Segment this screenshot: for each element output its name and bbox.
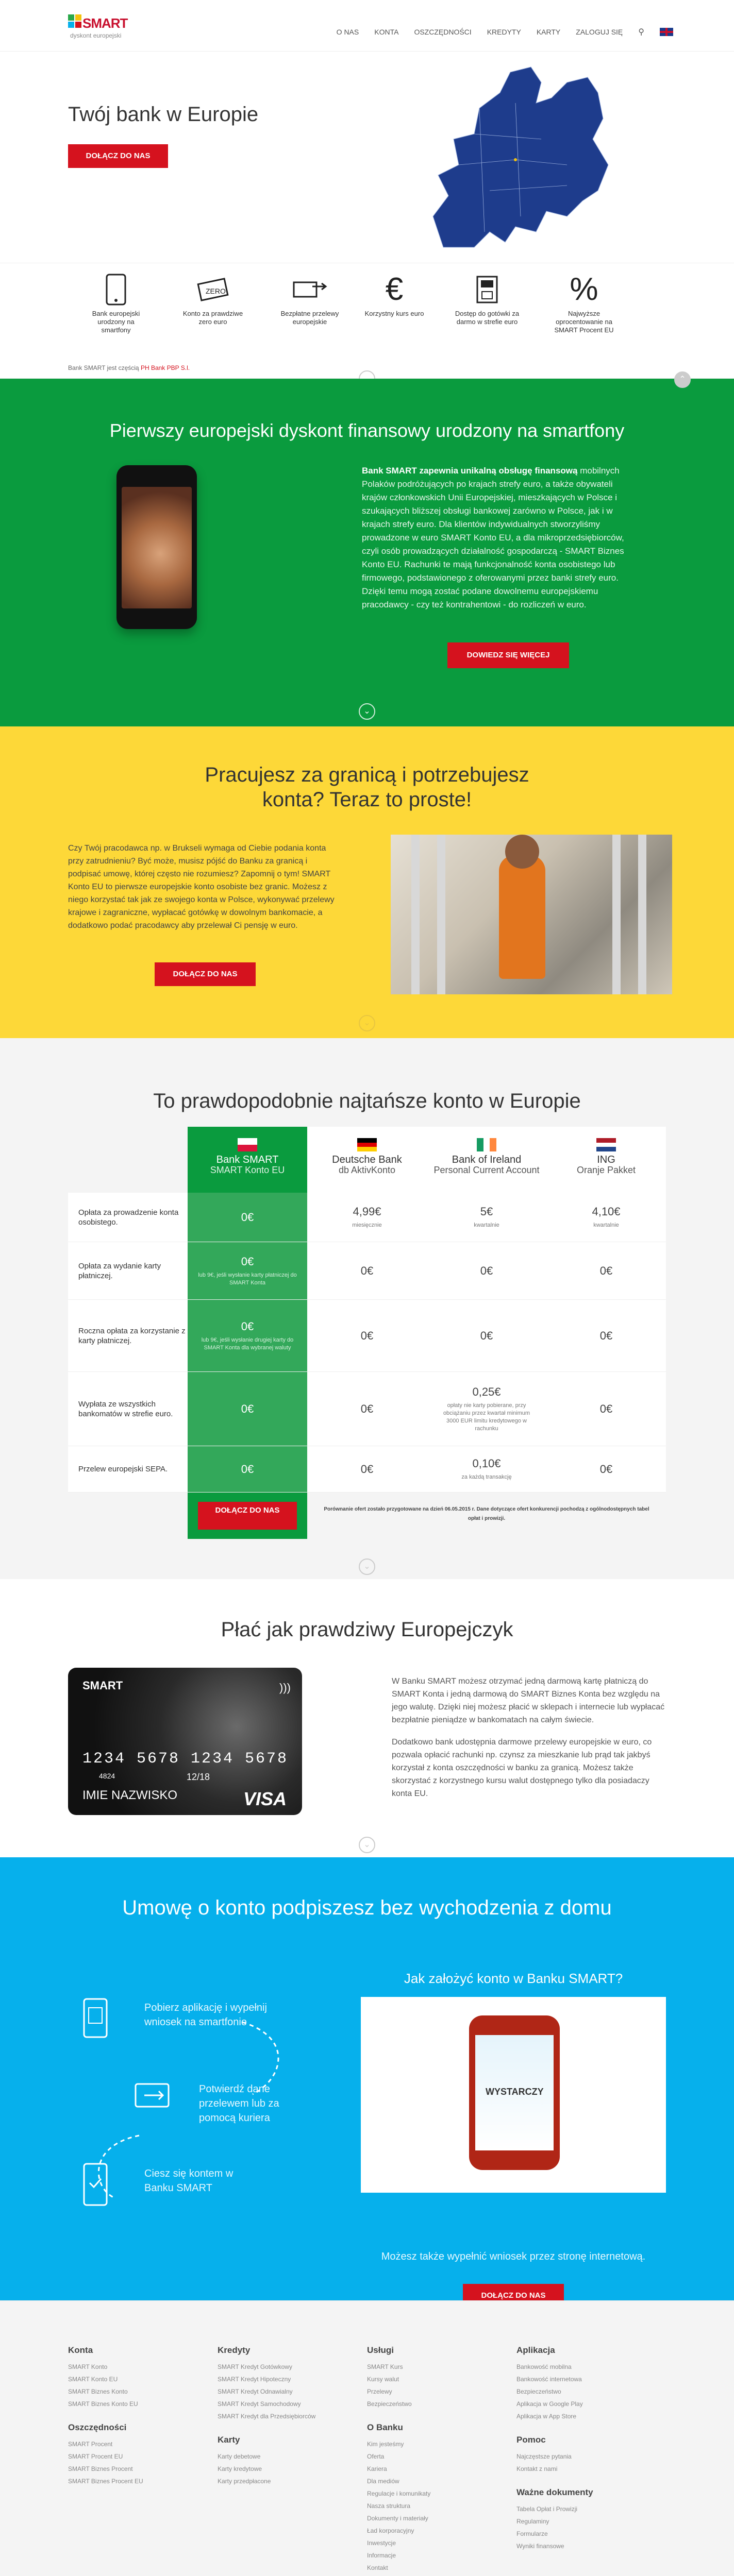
- footer-link[interactable]: Karty debetowe: [218, 2453, 261, 2460]
- footer-link[interactable]: SMART Kredyt Odnawialny: [218, 2388, 293, 2395]
- card-logo: SMART: [82, 1679, 123, 1692]
- row-label: Opłata za wydanie karty płatniczej.: [78, 1261, 161, 1280]
- table-row: [68, 1300, 666, 1372]
- footer-group: [68, 2422, 202, 2487]
- footer-link[interactable]: SMART Konto EU: [68, 2376, 118, 2383]
- row-cell: 0€: [599, 1402, 613, 1415]
- footer-group: [367, 2422, 501, 2576]
- card-text: [392, 1675, 667, 1809]
- row-cell: 0€ lub 9€, jeśli wysłanie drugiej karty do SMART Konta dla wybranej waluty: [188, 1300, 307, 1371]
- hero-join-button[interactable]: DOŁĄCZ DO NAS: [68, 144, 168, 168]
- row-cell: 4,99€ miesięcznie: [352, 1205, 382, 1228]
- compare-join-button[interactable]: DOŁĄCZ DO NAS: [198, 1502, 297, 1530]
- logo-subtitle: dyskont europejski: [70, 32, 122, 39]
- footer-heading[interactable]: Usługi: [367, 2345, 394, 2355]
- smartphone-icon: [82, 1997, 108, 2039]
- smartphone-icon: [82, 269, 149, 310]
- site-header: [0, 0, 734, 52]
- row-cell: 0,10€ za każdą transakcję: [461, 1457, 512, 1480]
- table-row: [68, 1446, 666, 1493]
- video-player[interactable]: [361, 1997, 666, 2193]
- step-2: [134, 2080, 351, 2124]
- footer-link[interactable]: SMART Procent EU: [68, 2453, 123, 2460]
- footer-link[interactable]: SMART Kredyt Hipoteczny: [218, 2376, 291, 2383]
- footer-link[interactable]: Kontakt z nami: [516, 2465, 558, 2472]
- scroll-down-icon[interactable]: ⌄: [359, 703, 375, 720]
- table-header: [68, 1127, 666, 1193]
- footer-link[interactable]: Karty kredytowe: [218, 2465, 262, 2472]
- card-section: [0, 1579, 734, 1857]
- footer-group: [367, 2345, 501, 2410]
- blue-title: Umowę o konto podpiszesz bez wychodzenia z domu: [122, 1896, 612, 1919]
- ireland-flag-icon: [477, 1138, 496, 1151]
- bank-name: Bank of Ireland: [452, 1154, 522, 1165]
- row-cell: 0,25€ opłaty nie karty pobierane, przy obciążaniu przez kwartał minimum 3000 EUR limitu kredytowego w rachunku: [443, 1385, 530, 1432]
- bank-product: Personal Current Account: [433, 1165, 540, 1175]
- footer-heading[interactable]: Kredyty: [218, 2345, 251, 2355]
- footer-heading[interactable]: Pomoc: [516, 2435, 546, 2445]
- footer-group: [516, 2345, 650, 2422]
- footer-link[interactable]: Dokumenty i materiały: [367, 2515, 428, 2522]
- germany-flag-icon: [357, 1138, 377, 1151]
- row-cell: 0€: [360, 1264, 374, 1277]
- footer-link[interactable]: SMART Konto: [68, 2363, 108, 2370]
- green-text: [362, 464, 630, 612]
- row-cell: 0€: [599, 1462, 613, 1476]
- features-strip: [0, 263, 734, 379]
- green-section: [0, 375, 734, 726]
- bank-name: Bank SMART: [216, 1154, 279, 1165]
- feature-label: Bank europejski urodzony na smartfony: [92, 310, 140, 334]
- transfer-icon: [276, 269, 343, 310]
- group-note: [68, 364, 190, 371]
- poland-flag-icon: [238, 1138, 257, 1151]
- search-icon[interactable]: ⚲: [638, 28, 644, 37]
- step-label: Pobierz aplikację i wypełnij wniosek na smartfonie: [144, 2002, 267, 2028]
- footer-link[interactable]: Regulacje i komunikaty: [367, 2490, 431, 2497]
- blue-section: [0, 1857, 734, 2300]
- footer-group: [218, 2345, 352, 2422]
- feature-label: Korzystny kurs euro: [364, 310, 424, 317]
- scroll-down-icon[interactable]: ⌄: [359, 1015, 375, 1031]
- footer-link[interactable]: Kontakt: [367, 2564, 388, 2571]
- footer-heading[interactable]: Oszczędności: [68, 2422, 127, 2432]
- nav-karty[interactable]: KARTY: [536, 28, 561, 36]
- table-row: [68, 1242, 666, 1300]
- footer-heading[interactable]: Aplikacja: [516, 2345, 555, 2355]
- footer-link[interactable]: Kursy walut: [367, 2376, 399, 2383]
- feature-item: [276, 269, 343, 326]
- web-form-note: Możesz także wypełnić wniosek przez stronę internetową.: [381, 2251, 646, 2262]
- footer-link[interactable]: Dla mediów: [367, 2478, 399, 2485]
- footer-heading[interactable]: Ważne dokumenty: [516, 2487, 593, 2497]
- logo-text: SMART: [82, 15, 128, 31]
- yellow-title: Pracujesz za granicą i potrzebujesz konta? Teraz to proste!: [205, 764, 529, 811]
- footer-link[interactable]: Bankowość mobilna: [516, 2363, 572, 2370]
- row-cell: 0€: [188, 1446, 307, 1492]
- column-bank-smart: [188, 1127, 307, 1193]
- comparison-footnote: Porównanie ofert zostało przygotowane na dzień 06.05.2015 r. Dane dotyczące ofert konkurencji pochodzą z ogólnodostępnych tabel opłat i prowizji.: [324, 1506, 649, 1521]
- card-sub-number: 4824: [99, 1772, 115, 1780]
- feature-label: Najwyższe oprocentowanie na SMART Procent EU: [554, 310, 614, 334]
- footer-link[interactable]: SMART Procent: [68, 2441, 113, 2448]
- table-footer: [68, 1493, 666, 1539]
- nav-konta[interactable]: KONTA: [374, 28, 399, 36]
- row-cell: 0€ lub 9€, jeśli wysłanie karty płatniczej do SMART Konta: [188, 1242, 307, 1299]
- feature-label: Bezpłatne przelewy europejskie: [280, 310, 339, 326]
- row-cell: 0€: [360, 1329, 374, 1342]
- row-cell: 0€: [188, 1372, 307, 1446]
- row-cell: 0€: [480, 1329, 493, 1342]
- footer-group: [218, 2435, 352, 2487]
- card-paragraph: Dodatkowo bank udostępnia darmowe przelewy europejskie w euro, co pozwala opłacić rachunki np. czynsz za mieszkanie lub prąd tak jakbyś korzystał z konta oszczędności w banku za granicą. Możesz także skorzystać z korzystnego kursu walut dostępnego tylko dla posiadaczy konta EU.: [392, 1738, 652, 1798]
- feature-item: [454, 269, 521, 326]
- green-body: mobilnych Polaków podróżujących po krajach strefy euro, a także obywateli krajów członkowskich Unii Europejskiej, mieszkających w Polsce i szukających bliższej obsługi bankowej zarówno w Polsce, jak i w krajach strefy euro. Dla klientów indywidualnych stworzyliśmy prowadzone w euro SMART Konto EU, a dla mikroprzedsiębiorców, czyli osób prowadzących działalność gospodarczą - SMART Biznes Konto EU. Rachunki te mają funkcjonalność konta osobistego lub firmowego, podstawionego z oferowanymi przez banki strefy euro. Dzięki temu mogą zostać podane dowolnemu europejskiemu pracodawcy - czy też kontrahentowi - do rozliczeń w euro.: [362, 466, 624, 609]
- blue-join-button[interactable]: DOŁĄCZ DO NAS: [463, 2284, 564, 2308]
- footer-link[interactable]: Wyniki finansowe: [516, 2543, 564, 2550]
- footer-link[interactable]: Karty przedpłacone: [218, 2478, 271, 2485]
- footer-group: [516, 2487, 650, 2552]
- bank-product: Oranje Pakket: [576, 1165, 636, 1175]
- card-number: 1234 5678 1234 5678: [82, 1750, 289, 1768]
- footer-link[interactable]: SMART Biznes Procent: [68, 2465, 133, 2472]
- feature-item: [82, 269, 149, 334]
- nav-kredyty[interactable]: KREDYTY: [487, 28, 521, 36]
- feature-item: [550, 269, 618, 334]
- feature-item: [361, 269, 428, 318]
- step-3: [82, 2162, 299, 2209]
- footer-link[interactable]: Bezpieczeństwo: [367, 2400, 412, 2408]
- footer-column: [218, 2345, 352, 2500]
- nav-oszczednosci[interactable]: OSZCZĘDNOŚCI: [414, 28, 472, 36]
- yellow-join-button[interactable]: DOŁĄCZ DO NAS: [155, 962, 256, 986]
- visa-logo: VISA: [243, 1788, 287, 1809]
- scroll-down-icon[interactable]: ⌄: [359, 1558, 375, 1575]
- bank-product: db AktivKonto: [338, 1165, 396, 1175]
- row-cell: 4,10€ kwartalnie: [592, 1205, 621, 1228]
- svg-text:ZERO: ZERO: [206, 287, 226, 295]
- card-title: Płać jak prawdziwy Europejczyk: [221, 1618, 513, 1641]
- footer-link[interactable]: Kariera: [367, 2465, 387, 2472]
- table-row: [68, 1193, 666, 1242]
- logo-mark-icon: [68, 14, 81, 28]
- footer-column: [516, 2345, 650, 2565]
- scroll-up-icon[interactable]: ⌃: [674, 371, 691, 388]
- footer-link[interactable]: [367, 2574, 501, 2576]
- yellow-section: [0, 726, 734, 1038]
- yellow-body: Czy Twój pracodawca np. w Brukseli wymaga od Ciebie podania konta przy zatrudnieniu? Być może, musisz pójść do Banku za granicą i podpisać umowę, której często nie rozumiesz? Zapomnij o tym! SMART Konto EU to pierwsze europejskie konto osobiste bez granic. Możesz z niego korzystać tak jak ze swojego konta w Polsce, wykonywać przelewy krajowe i zagraniczne, wypłacać gotówkę w dowolnym bankomacie, a dodatkowo podać pracodawcy aby przelewał Ci pensję w euro.: [68, 844, 335, 930]
- site-footer: [0, 2300, 734, 2576]
- footer-link[interactable]: Bezpieczeństwo: [516, 2388, 561, 2395]
- zero-icon: [179, 269, 246, 310]
- feature-label: Konto za prawdziwe zero euro: [182, 310, 243, 326]
- table-row: [68, 1372, 666, 1446]
- language-uk-flag-icon[interactable]: [660, 28, 673, 36]
- row-cell: 5€ kwartalnie: [474, 1205, 499, 1228]
- footer-heading[interactable]: Karty: [218, 2435, 240, 2445]
- atm-icon: [454, 269, 521, 310]
- how-to-title: Jak założyć konto w Banku SMART?: [404, 1971, 623, 1986]
- card-expiry: 12/18: [187, 1772, 210, 1782]
- row-cell: 0€: [480, 1264, 493, 1277]
- footer-link[interactable]: Inwestycje: [367, 2539, 396, 2547]
- row-label: Przelew europejski SEPA.: [78, 1465, 168, 1473]
- footer-link[interactable]: Regulaminy: [516, 2518, 549, 2525]
- green-title: Pierwszy europejski dyskont finansowy urodzony na smartfony: [109, 420, 625, 441]
- row-cell: 0€: [599, 1329, 613, 1342]
- footer-link[interactable]: SMART Biznes Konto EU: [68, 2400, 138, 2408]
- footer-link[interactable]: Ład korporacyjny: [367, 2527, 414, 2534]
- euro-icon: €: [385, 272, 404, 307]
- footer-link[interactable]: Aplikacja w Google Play: [516, 2400, 583, 2408]
- bank-name: ING: [597, 1154, 615, 1165]
- footer-link[interactable]: Tabela Opłat i Prowizji: [516, 2505, 578, 2513]
- footer-link[interactable]: Informacje: [367, 2552, 396, 2559]
- group-note-prefix: Bank SMART jest częścią: [68, 364, 139, 371]
- footer-link[interactable]: Kim jesteśmy: [367, 2441, 404, 2448]
- logo[interactable]: [68, 14, 128, 40]
- feature-label: Dostęp do gotówki za darmo w strefie euro: [455, 310, 520, 326]
- footer-link[interactable]: Aplikacja w App Store: [516, 2413, 577, 2420]
- row-cell: 0€: [360, 1462, 374, 1476]
- row-label: Roczna opłata za korzystanie z karty płatniczej.: [78, 1326, 186, 1345]
- column-deutsche-bank: [307, 1127, 427, 1193]
- row-label: Opłata za prowadzenie konta osobistego.: [78, 1208, 179, 1227]
- step-1: [82, 1997, 320, 2039]
- footer-column: [367, 2345, 501, 2576]
- footer-link[interactable]: SMART Kurs: [367, 2363, 403, 2370]
- bank-product: SMART Konto EU: [210, 1165, 285, 1175]
- footer-link[interactable]: SMART Kredyt Samochodowy: [218, 2400, 301, 2408]
- nav-login[interactable]: ZALOGUJ SIĘ: [576, 28, 623, 36]
- learn-more-button[interactable]: DOWIEDZ SIĘ WIĘCEJ: [447, 642, 569, 668]
- card-paragraph: W Banku SMART możesz otrzymać jedną darmową kartę płatniczą do SMART Konta i jedną darmową do SMART Biznes Konta bez względu na jego walutę. Dzięki niej możesz płacić w sklepach i internecie lub wypłacać bezpłatnie pieniądze w bankomatach na całym świecie.: [392, 1677, 665, 1724]
- footer-link[interactable]: Najczęstsze pytania: [516, 2453, 572, 2460]
- main-nav: [337, 27, 673, 37]
- hero-title: Twój bank w Europie: [68, 103, 259, 126]
- nav-o-nas[interactable]: O NAS: [336, 28, 359, 36]
- europe-map-icon: [412, 62, 613, 258]
- green-lead: Bank SMART zapewnia unikalną obsługę finansową: [362, 466, 578, 476]
- step-label: Ciesz się kontem w Banku SMART: [144, 2168, 233, 2194]
- footer-column: [68, 2345, 202, 2500]
- bank-name: Deutsche Bank: [332, 1154, 402, 1165]
- card-holder-name: IMIE NAZWISKO: [82, 1788, 178, 1802]
- comparison-title: To prawdopodobnie najtańsze konto w Europie: [153, 1090, 581, 1112]
- footer-link[interactable]: SMART Biznes Konto: [68, 2388, 128, 2395]
- netherlands-flag-icon: [596, 1138, 616, 1151]
- footer-link[interactable]: SMART Biznes Procent EU: [68, 2478, 143, 2485]
- footer-link[interactable]: Bankowość internetowa: [516, 2376, 582, 2383]
- transfer-icon: [134, 2080, 175, 2111]
- row-label: Wypłata ze wszystkich bankomatów w strefie euro.: [78, 1399, 173, 1418]
- row-cell: 0€: [599, 1264, 613, 1277]
- footer-link[interactable]: Oferta: [367, 2453, 385, 2460]
- tablet-icon: [82, 2162, 108, 2207]
- group-note-link[interactable]: PH Bank PBP S.l.: [140, 364, 190, 371]
- row-cell: 0€: [360, 1402, 374, 1415]
- video-word: WYSTARCZY: [486, 2087, 544, 2097]
- footer-group: [516, 2435, 650, 2475]
- footer-link[interactable]: SMART Kredyt Gotówkowy: [218, 2363, 292, 2370]
- smartphone-image: [116, 465, 197, 629]
- hero-section: [0, 52, 734, 263]
- feature-item: [179, 269, 246, 326]
- column-bank-of-ireland: [427, 1127, 546, 1193]
- footer-heading[interactable]: O Banku: [367, 2422, 403, 2432]
- payment-card-image: [68, 1668, 302, 1815]
- footer-heading[interactable]: Konta: [68, 2345, 93, 2355]
- comparison-table: [68, 1127, 666, 1539]
- footer-link[interactable]: Formularze: [516, 2530, 548, 2537]
- step-label: Potwierdź dane przelewem lub za pomocą kuriera: [199, 2083, 279, 2124]
- row-cell: 0€: [188, 1193, 307, 1242]
- footer-link[interactable]: Przelewy: [367, 2388, 392, 2395]
- footer-group: [68, 2345, 202, 2410]
- worker-photo: [391, 835, 672, 994]
- comparison-section: [0, 1038, 734, 1579]
- footer-link[interactable]: Nasza struktura: [367, 2502, 411, 2510]
- column-ing: [546, 1127, 666, 1193]
- percent-icon: %: [570, 272, 598, 307]
- footer-link[interactable]: SMART Kredyt dla Przedsiębiorców: [218, 2413, 316, 2420]
- contactless-icon: ))): [279, 1681, 291, 1694]
- scroll-down-icon[interactable]: ⌄: [359, 1837, 375, 1853]
- how-to-box: [361, 1971, 666, 2193]
